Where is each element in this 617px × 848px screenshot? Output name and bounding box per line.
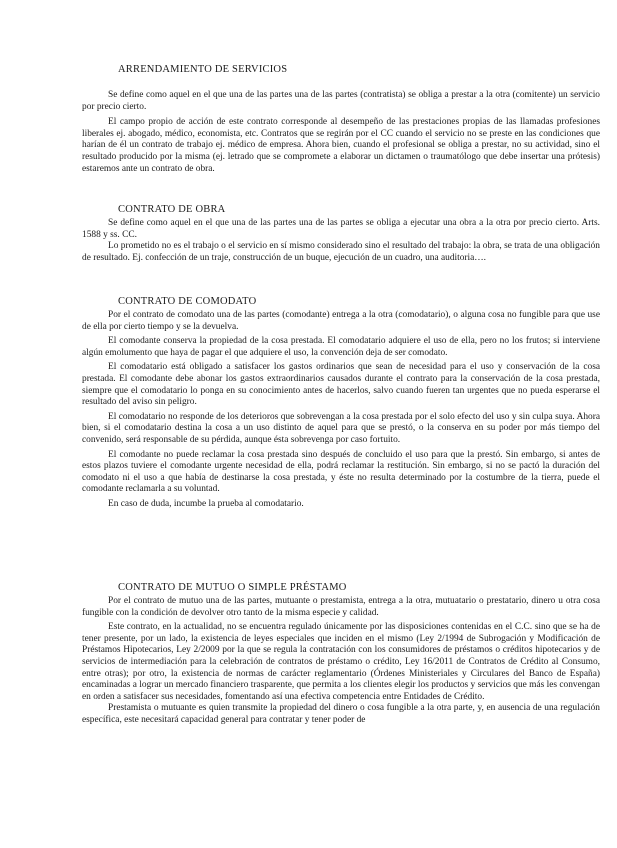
- paragraph: Se define como aquel en el que una de las partes una de las partes (contratista) se obliga a prestar a la otra (comitente) un servicio por precio cierto.: [82, 90, 600, 112]
- paragraph: El comodante conserva la propiedad de la cosa prestada. El comodatario adquiere el uso de ella, pero no los frutos; si interviene algún emolumento que haya de pagar el que adquiere el uso, la convención deja de ser comodato.: [82, 336, 600, 358]
- paragraph: Por el contrato de comodato una de las partes (comodante) entrega a la otra (comodatario), o alguna cosa no fungible para que use de ella por cierto tiempo y se la devuelva.: [82, 310, 600, 332]
- section-heading: CONTRATO DE OBRA: [118, 204, 226, 215]
- paragraph: En caso de duda, incumbe la prueba al comodatario.: [108, 498, 304, 509]
- section-arrendamiento: [82, 64, 600, 175]
- section-heading: ARRENDAMIENTO DE SERVICIOS: [118, 64, 288, 75]
- paragraph: Este contrato, en la actualidad, no se encuentra regulado únicamente por las disposiciones contenidas en el C.C. sino que se ha de tener presente, por un lado, la existencia de leyes especiales que inciden en el mismo (Ley 2/1994 de Subrogación y Modificación de Préstamos Hipotecarios, Ley 2/2009 por la que se regula la contratación con los consumidores de préstamos o créditos hipotecarios y de servicios de intermediación para la celebración de contratos de préstamo o crédito, Ley 16/2011 de Contratos de Crédito al Consumo, entre otras); por otro, la existencia de normas de carácter reglamentario (Órdenes Ministeriales y Circulares del Banco de España) encaminadas a lograr un mercado financiero trasparente, que permita a los clientes elegir los productos y servicios que más les convengan en orden a satisfacer sus necesidades, fomentando así una efectiva competencia entre Entidades de Crédito.: [82, 622, 600, 702]
- paragraph: El comodatario no responde de los deterioros que sobrevengan a la cosa prestada por el solo efecto del uso y sin culpa suya. Ahora bien, si el comodatario destina la cosa a un uso distinto de aquel para que se prestó, o la conserva en su poder por más tiempo del convenido, será responsable de su pérdida, aunque ésta sobrevenga por caso fortuito.: [82, 411, 600, 445]
- section-heading: CONTRATO DE COMODATO: [118, 296, 257, 307]
- paragraph: Por el contrato de mutuo una de las partes, mutuante o prestamista, entrega a la otra, mutuatario o prestatario, dinero u otra cosa fungible con la condición de devolver otro tanto de la misma especie y calidad.: [82, 596, 600, 618]
- paragraph: El comodante no puede reclamar la cosa prestada sino después de concluido el uso para que la prestó. Sin embargo, si antes de estos plazos tuviere el comodante urgente necesidad de ella, podrá reclamar la restitución. Sin embargo, si no se pactó la duración del comodato ni el uso a que había de destinarse la cosa prestada, y éste no resulta determinado por la costumbre de la tierra, puede el comodante reclamarla a su voluntad.: [82, 449, 600, 495]
- paragraph: El comodatario está obligado a satisfacer los gastos ordinarios que sean de necesidad para el uso y conservación de la cosa prestada. El comodante debe abonar los gastos extraordinarios causados durante el contrato para la conservación de la cosa prestada, siempre que el comodatario lo ponga en su conocimiento antes de hacerlos, salvo cuando fueren tan urgentes que no pueda esperarse el resultado del aviso sin peligro.: [82, 362, 600, 408]
- section-mutuo: [82, 582, 600, 727]
- paragraph: Se define como aquel en el que una de las partes una de las partes se obliga a ejecutar una obra a la otra por precio cierto. Arts. 1588 y ss. CC.: [82, 218, 600, 240]
- section-heading: CONTRATO DE MUTUO O SIMPLE PRÉSTAMO: [118, 582, 347, 593]
- paragraph: Lo prometido no es el trabajo o el servicio en sí mismo considerado sino el resultado del trabajo: la obra, se trata de una obligación de resultado. Ej. confección de un traje, construcción de un buque, ejecución de un cuadro, una auditoria….: [82, 241, 600, 263]
- section-comodato: [82, 296, 600, 511]
- paragraph: El campo propio de acción de este contrato corresponde al desempeño de las prestaciones propias de las llamadas profesiones liberales ej. abogado, médico, economista, etc. Contratos que se regirán por el CC cuando el servicio no se preste en las condiciones que harían de él un contrato de trabajo ej. médico de empresa. Ahora bien, cuando el profesional se obliga a prestar, no su actividad, sino el resultado producido por la misma (ej. letrado que se compromete a elaborar un dictamen o traumatólogo que debe insertar una prótesis) estaremos ante un contrato de obra.: [82, 117, 600, 174]
- section-contrato-obra: [82, 204, 600, 264]
- paragraph: Prestamista o mutuante es quien transmite la propiedad del dinero o cosa fungible a la otra parte, y, en ausencia de una regulación específica, este necesitará capacidad general para contratar y tener poder de: [82, 703, 600, 725]
